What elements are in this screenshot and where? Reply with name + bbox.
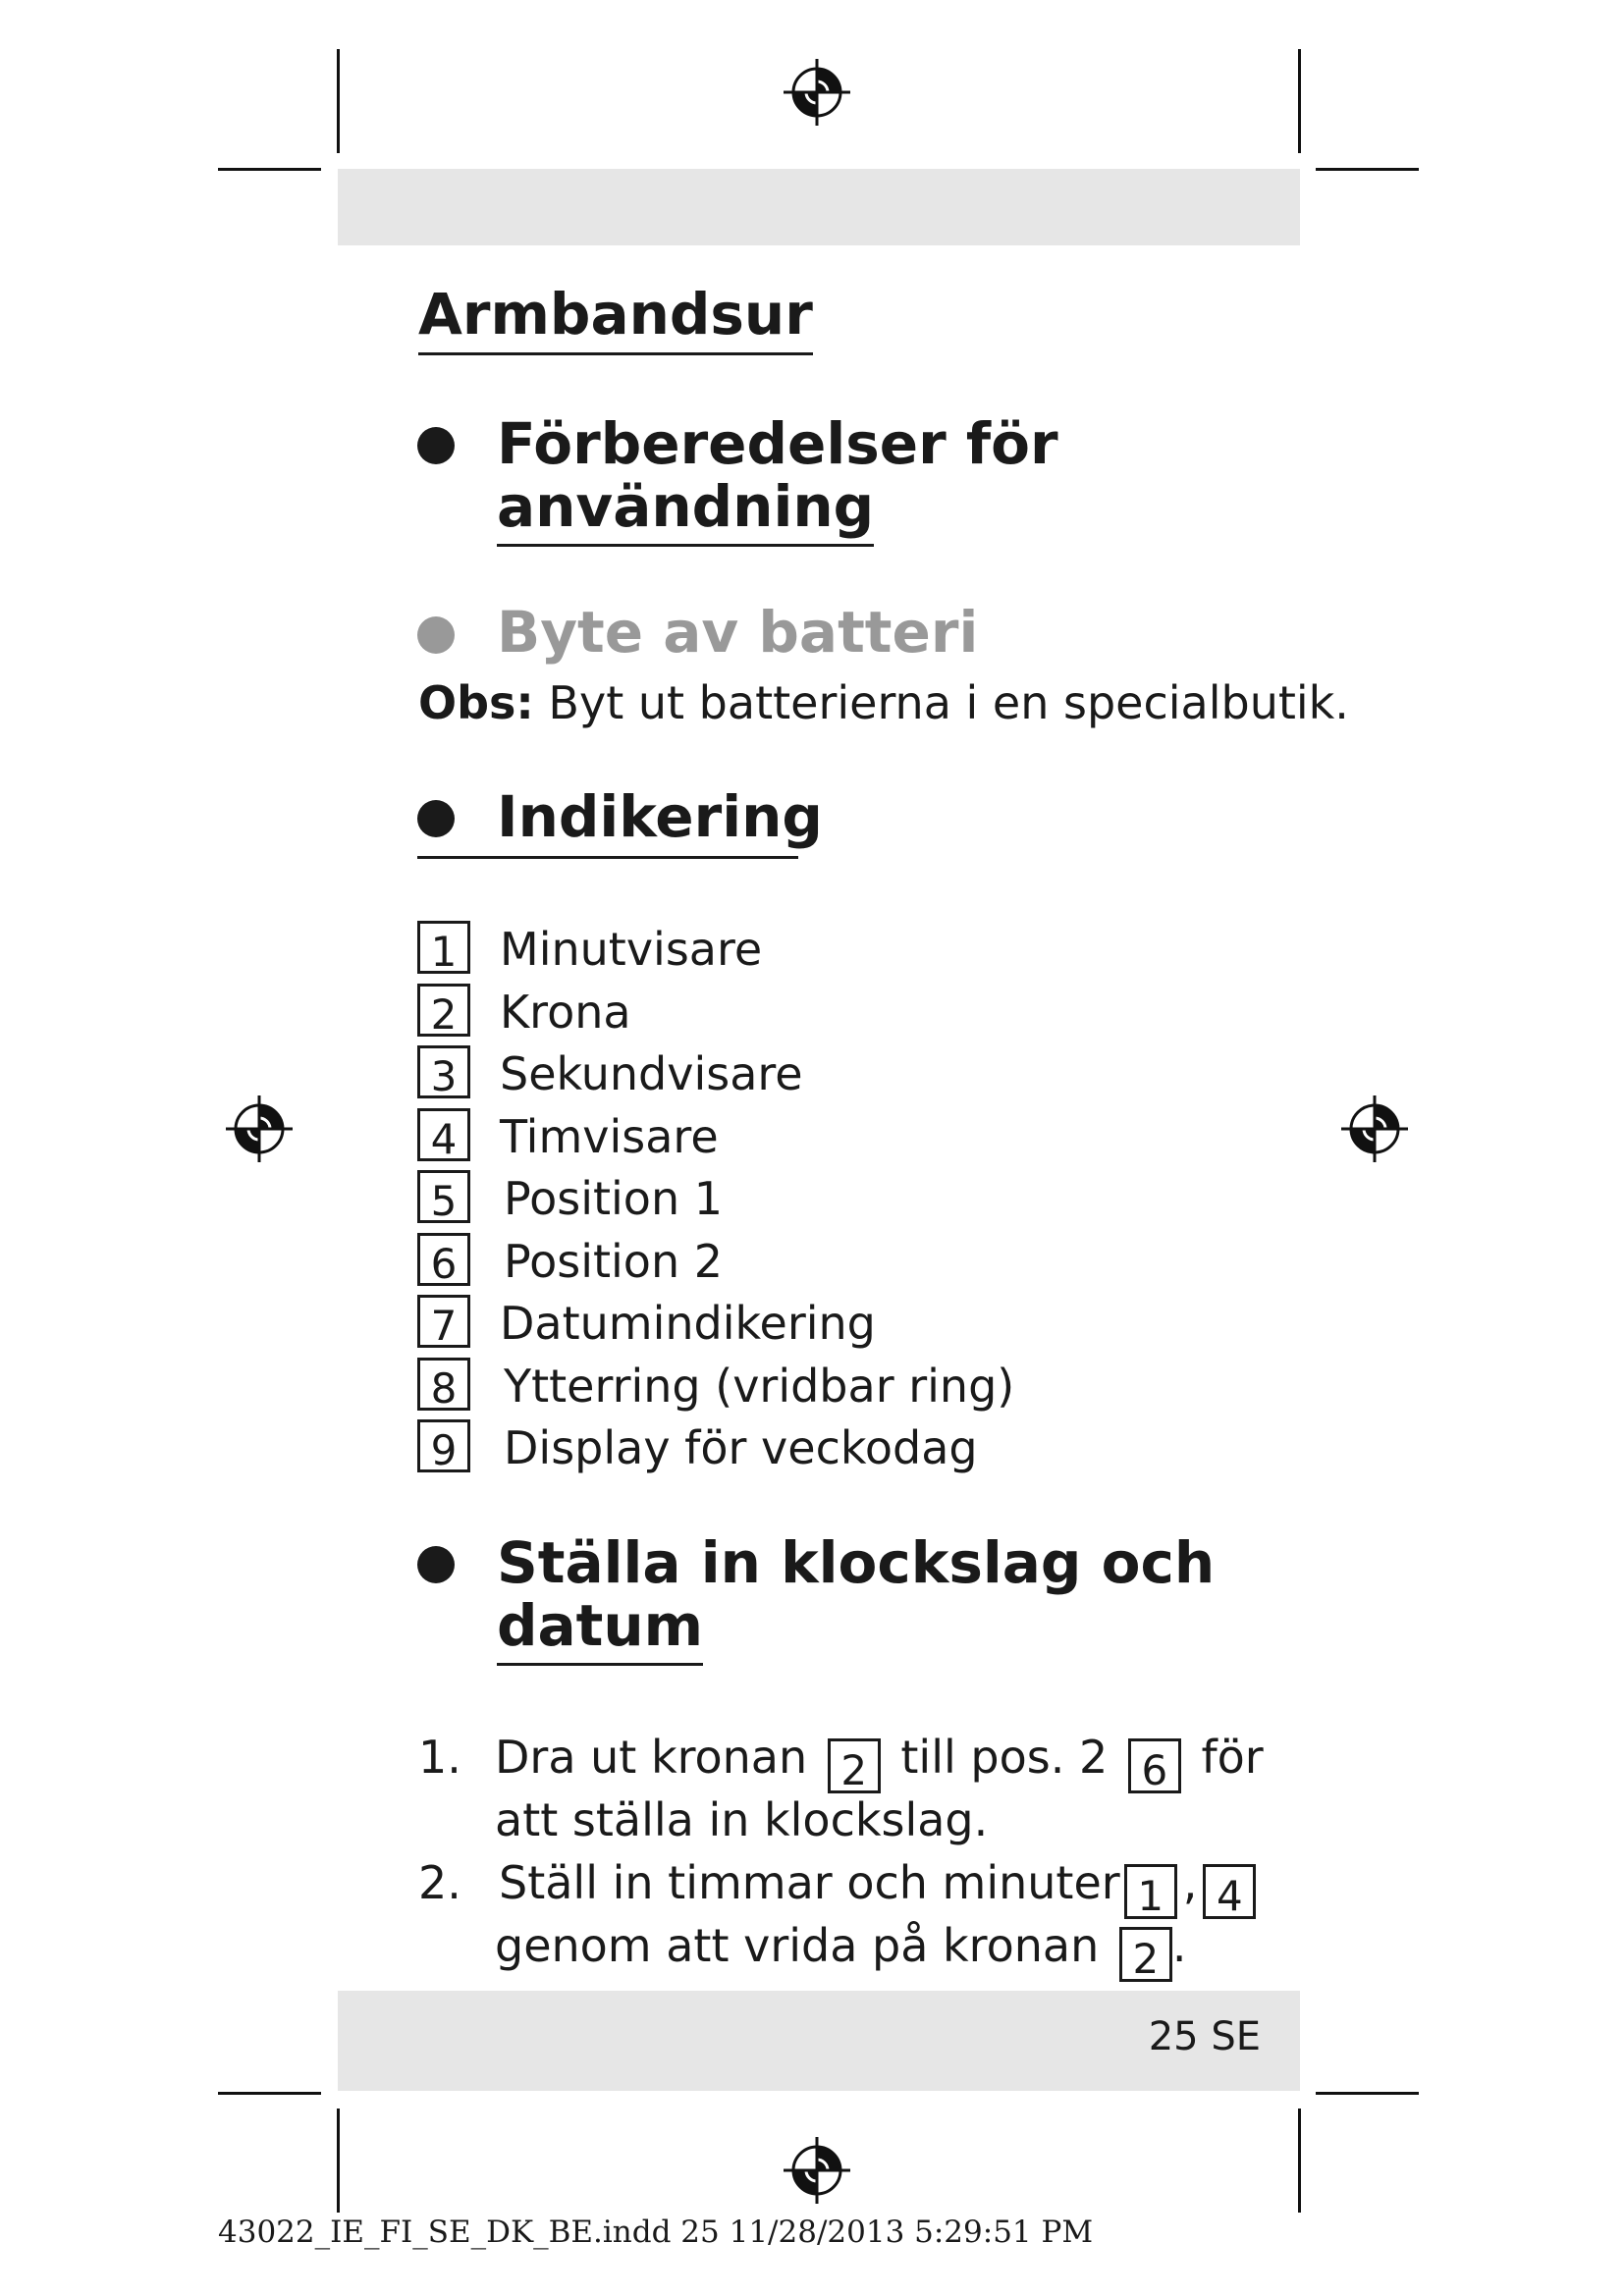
heading-set-time	[497, 1531, 1215, 1666]
step-2-line-2	[495, 1916, 1186, 1982]
step-1-text-a: Dra ut kronan	[495, 1731, 808, 1784]
legend-label: Timvisare	[500, 1109, 719, 1163]
step-2-ref-minute: 1	[1124, 1864, 1177, 1919]
legend-label: Position 1	[504, 1172, 723, 1225]
step-2-end: .	[1171, 1919, 1187, 1972]
legend-number: 9	[417, 1419, 470, 1472]
heading-prep-line1: Förberedelser för	[497, 410, 1058, 477]
print-slug: 43022_IE_FI_SE_DK_BE.indd 25 11/28/2013 5:29:51 PM	[218, 2215, 1094, 2250]
step-2-text-b: genom att vrida på kronan	[495, 1919, 1100, 1972]
crop-mark-left-bottom	[218, 2092, 321, 2095]
legend-label: Position 2	[504, 1234, 723, 1288]
crop-mark-left-top	[218, 168, 321, 171]
bullet-set-time	[417, 1546, 455, 1583]
bullet-battery	[417, 616, 455, 654]
heading-indication: Indikering	[497, 783, 823, 850]
step-1-ref-crown: 2	[828, 1738, 881, 1793]
legend-label: Sekundvisare	[500, 1047, 803, 1100]
legend-number: 3	[417, 1045, 470, 1098]
crop-mark-bottom-left	[337, 2109, 340, 2213]
step-1-text-b: till pos. 2	[900, 1731, 1109, 1784]
step-1-text-c: för	[1201, 1731, 1264, 1784]
crop-mark-bottom-right	[1298, 2109, 1301, 2213]
step-1-ref-position: 6	[1128, 1738, 1181, 1793]
step-2-sep: ,	[1182, 1856, 1198, 1909]
page-title: Armbandsur	[418, 280, 813, 355]
crop-mark-top-left	[337, 49, 340, 153]
bullet-indication	[417, 800, 455, 837]
legend-number: 7	[417, 1295, 470, 1348]
legend-label: Datumindikering	[500, 1297, 876, 1350]
legend-number: 2	[417, 984, 470, 1037]
step-2-ref-crown: 2	[1119, 1927, 1172, 1982]
heading-set-time-line1: Ställa in klockslag och	[497, 1529, 1216, 1596]
legend-label: Minutvisare	[500, 923, 763, 976]
heading-prep-line2: användning	[497, 475, 874, 547]
crop-mark-right-top	[1316, 168, 1419, 171]
step-2-ref-hour: 4	[1203, 1864, 1256, 1919]
legend-number: 5	[417, 1170, 470, 1223]
heading-set-time-line2: datum	[497, 1594, 703, 1666]
step-2-number: 2.	[418, 1856, 461, 1909]
crop-mark-top-right	[1298, 49, 1301, 153]
legend-number: 6	[417, 1233, 470, 1286]
heading-prep	[497, 412, 1058, 547]
battery-note	[418, 673, 1349, 732]
page-number: 25 SE	[1148, 2014, 1261, 2059]
step-1-line-1	[495, 1728, 1264, 1793]
legend-label: Display för veckodag	[504, 1421, 978, 1474]
note-label: Obs:	[418, 676, 534, 729]
registration-mark-bottom	[782, 2135, 852, 2206]
header-band	[338, 169, 1300, 245]
legend-number: 4	[417, 1108, 470, 1161]
legend-number: 8	[417, 1358, 470, 1411]
step-1-line-2: att ställa in klockslag.	[495, 1793, 989, 1846]
heading-indication-underline	[417, 856, 798, 859]
legend-label: Krona	[500, 985, 631, 1039]
crop-mark-right-bottom	[1316, 2092, 1419, 2095]
note-text: Byt ut batterierna i en specialbutik.	[533, 676, 1349, 729]
step-2-line-1	[499, 1853, 1262, 1919]
heading-battery: Byte av batteri	[497, 599, 979, 666]
step-2-text-a: Ställ in timmar och minuter	[499, 1856, 1120, 1909]
bullet-prep	[417, 427, 455, 464]
registration-mark-right	[1339, 1094, 1410, 1164]
registration-mark-top	[782, 57, 852, 128]
legend-number: 1	[417, 921, 470, 974]
step-1-number: 1.	[418, 1731, 461, 1784]
registration-mark-left	[224, 1094, 295, 1164]
legend-label: Ytterring (vridbar ring)	[504, 1359, 1015, 1413]
